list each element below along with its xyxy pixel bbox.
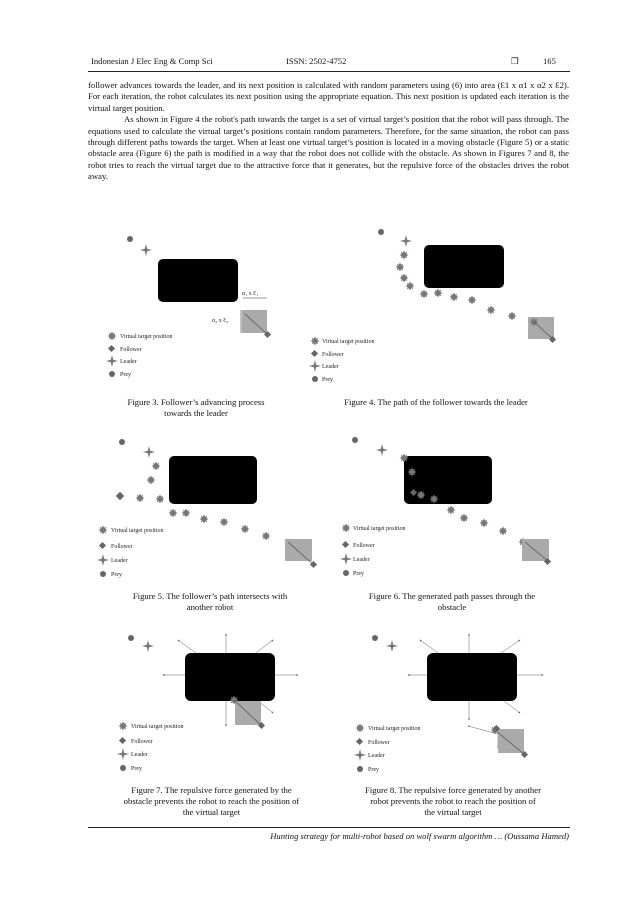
virtual-target-point xyxy=(508,312,517,321)
prey-marker xyxy=(378,229,384,235)
leader-marker xyxy=(386,640,398,652)
header-rule xyxy=(88,71,570,72)
legend-leader-icon xyxy=(106,355,118,367)
virtual-target-point xyxy=(499,527,508,536)
virtual-target-point xyxy=(400,274,409,283)
dimension-label-top: α₁ x Ɛ₁ xyxy=(242,291,259,297)
legend-leader-icon xyxy=(309,360,321,372)
caption-line: robot prevents the robot to reach the position of xyxy=(370,796,536,806)
legend-prey-icon xyxy=(100,571,106,577)
caption-line: Figure 3. Follower’s advancing process xyxy=(127,397,265,407)
legend-virtual-target-label: Virtual target position xyxy=(111,528,164,534)
legend-follower-icon xyxy=(99,542,106,549)
legend-virtual-target-label: Virtual target position xyxy=(353,526,406,532)
legend-follower-icon xyxy=(342,541,349,548)
legend-prey-icon xyxy=(343,570,349,576)
caption-line: another robot xyxy=(186,602,234,612)
legend-follower-label: Follower xyxy=(120,347,142,353)
legend-prey-label: Prey xyxy=(131,766,142,772)
search-area xyxy=(498,729,524,753)
virtual-target-point xyxy=(406,282,415,291)
obstacle xyxy=(185,653,275,701)
prey-marker xyxy=(352,437,358,443)
footer-rule xyxy=(88,827,570,828)
virtual-target-point xyxy=(400,454,409,463)
obstacle xyxy=(404,456,492,504)
figure-7 xyxy=(113,628,313,778)
legend-virtual-target-label: Virtual target position xyxy=(368,726,421,732)
legend-leader-icon xyxy=(117,748,129,760)
legend-follower-label: Follower xyxy=(368,740,390,746)
virtual-target-point xyxy=(147,476,156,485)
caption-line: Figure 5. The follower’s path intersects with xyxy=(132,591,288,601)
issn: ISSN: 2502-4752 xyxy=(286,56,347,66)
legend-leader-label: Leader xyxy=(353,557,370,563)
figure-4 xyxy=(306,226,566,386)
running-footer: Hunting strategy for multi-robot based on wolf swarm algorithm … (Oussama Hamed) xyxy=(270,831,569,841)
virtual-target-point xyxy=(447,506,456,515)
virtual-target-point xyxy=(136,494,145,503)
caption-line: the virtual target xyxy=(182,807,241,817)
legend-follower-label: Follower xyxy=(131,739,153,745)
figure-4-diagram xyxy=(306,226,566,386)
legend-prey-icon xyxy=(357,766,363,772)
caption-line: Figure 6. The generated path passes through the xyxy=(368,591,536,601)
legend-virtual-target-label: Virtual target position xyxy=(322,339,375,345)
virtual-target-point xyxy=(241,525,250,534)
virtual-target-point xyxy=(420,290,429,299)
caption-line: Figure 4. The path of the follower towards the leader xyxy=(344,397,528,407)
legend-virtual-target-label: Virtual target position xyxy=(120,334,173,340)
virtual-target-point xyxy=(400,251,409,260)
caption-line: Figure 7. The repulsive force generated by the xyxy=(131,785,292,795)
virtual-target-point xyxy=(200,515,209,524)
page-number: 165 xyxy=(543,56,556,66)
paragraph-2: As shown in Figure 4 the robot's path towards the target is a set of virtual target’s position that the robot will pass through. The equations used to calculate the virtual target’s positions contain random parameters. Therefore, for the same situation, the robot can pass through different paths towards the target. When at least one virtual target’s position is located in a moving obstacle (Figure 5) or a static obstacle area (Figure 6) the path is modified in a way that the robot does not collide with the obstacle. As shown in Figures 7 and 8, the robot tries to reach the virtual target due to the attractive force that it generates, but the repulsive force of the obstacles drives the robot away. xyxy=(88,114,569,182)
legend-leader-label: Leader xyxy=(111,558,128,564)
prey-marker xyxy=(119,439,125,445)
virtual-target-point xyxy=(450,293,459,302)
figure-3-caption xyxy=(96,397,296,419)
legend-follower-label: Follower xyxy=(322,352,344,358)
figure-8 xyxy=(348,628,558,778)
legend-virtual-target-icon xyxy=(311,337,320,346)
virtual-target-point xyxy=(152,462,161,471)
figure-3-diagram xyxy=(95,226,295,386)
virtual-target-point xyxy=(396,263,405,272)
search-area xyxy=(242,310,267,333)
virtual-target-point xyxy=(156,495,165,504)
legend-virtual-target-icon xyxy=(356,724,365,733)
figure-5 xyxy=(93,436,323,586)
legend-virtual-target-icon xyxy=(108,332,117,341)
caption-line: towards the leader xyxy=(164,408,228,418)
caption-line: obstacle prevents the robot to reach the position of xyxy=(123,796,300,806)
legend-leader-icon xyxy=(340,553,352,565)
legend-leader-label: Leader xyxy=(120,359,137,365)
figure-8-caption xyxy=(333,785,573,818)
legend-prey-icon xyxy=(109,371,115,377)
legend-follower-icon xyxy=(311,350,318,357)
caption-line: the virtual target xyxy=(424,807,482,817)
virtual-target-point xyxy=(434,289,443,298)
legend-leader-icon xyxy=(354,749,366,761)
figure-8-diagram xyxy=(348,628,558,778)
prey-marker xyxy=(372,635,378,641)
virtual-target-point xyxy=(169,509,178,518)
paragraph-1: follower advances towards the leader, and its next position is calculated with random parameters using (6) into area (Ɛ1 x α1 x α2 x Ɛ2). For each iteration, the robot calculates its next position using the appropriate equation. This next position is updated each iteration is the virtual target position. xyxy=(88,80,569,113)
figure-7-diagram xyxy=(113,628,313,778)
figure-5-diagram xyxy=(93,436,323,586)
legend-prey-icon xyxy=(312,376,318,382)
caption-line: Figure 8. The repulsive force generated by another xyxy=(365,785,541,795)
figure-6-caption xyxy=(337,591,567,613)
legend-follower-label: Follower xyxy=(111,544,133,550)
virtual-target-point xyxy=(220,518,229,527)
virtual-target-point xyxy=(417,491,426,500)
body-text xyxy=(88,80,569,183)
dimension-label-side: α₂ x Ɛ₂ xyxy=(212,318,229,324)
legend-leader-label: Leader xyxy=(131,752,148,758)
virtual-target-point xyxy=(460,514,469,523)
legend-follower-icon xyxy=(356,738,363,745)
figure-6 xyxy=(337,436,567,586)
obstacle xyxy=(424,245,504,288)
search-area xyxy=(285,539,312,561)
legend-prey-label: Prey xyxy=(111,572,122,578)
legend-leader-icon xyxy=(97,554,109,566)
figure-3 xyxy=(95,226,295,386)
virtual-target-point xyxy=(262,532,271,541)
figure-7-caption xyxy=(94,785,329,818)
leader-marker xyxy=(400,235,412,247)
caption-line: obstacle xyxy=(437,602,467,612)
legend-prey-label: Prey xyxy=(322,377,333,383)
leader-marker xyxy=(140,244,152,256)
legend-prey-label: Prey xyxy=(368,767,379,773)
legend-follower-icon xyxy=(108,345,115,352)
legend-prey-label: Prey xyxy=(353,571,364,577)
virtual-target-point xyxy=(182,509,191,518)
legend-follower-label: Follower xyxy=(353,543,375,549)
figure-6-diagram xyxy=(337,436,567,586)
leader-marker xyxy=(143,446,155,458)
virtual-target-point xyxy=(480,519,489,528)
legend-virtual-target-icon xyxy=(99,526,108,535)
box-icon: ❒ xyxy=(511,56,519,66)
leader-marker xyxy=(142,640,154,652)
legend-virtual-target-label: Virtual target position xyxy=(131,724,184,730)
legend-prey-icon xyxy=(120,765,126,771)
virtual-target-point xyxy=(430,495,439,504)
obstacle xyxy=(158,259,238,302)
leader-marker xyxy=(376,444,388,456)
virtual-target-point xyxy=(487,306,496,315)
other-robot-marker xyxy=(116,492,124,500)
search-area xyxy=(522,539,549,561)
legend-virtual-target-icon xyxy=(119,722,128,731)
legend-prey-label: Prey xyxy=(120,372,131,378)
legend-virtual-target-icon xyxy=(342,524,351,533)
figure-4-caption xyxy=(306,397,566,408)
virtual-target-point xyxy=(408,468,417,477)
legend-follower-icon xyxy=(119,737,126,744)
running-header xyxy=(91,56,567,70)
legend-leader-label: Leader xyxy=(368,753,385,759)
prey-marker xyxy=(128,635,134,641)
legend-leader-label: Leader xyxy=(322,364,339,370)
prey-marker xyxy=(127,236,133,242)
obstacle xyxy=(427,653,517,701)
journal-name: Indonesian J Elec Eng & Comp Sci xyxy=(91,56,213,66)
obstacle xyxy=(169,456,257,504)
figure-5-caption xyxy=(100,591,320,613)
virtual-target-point xyxy=(468,296,477,305)
